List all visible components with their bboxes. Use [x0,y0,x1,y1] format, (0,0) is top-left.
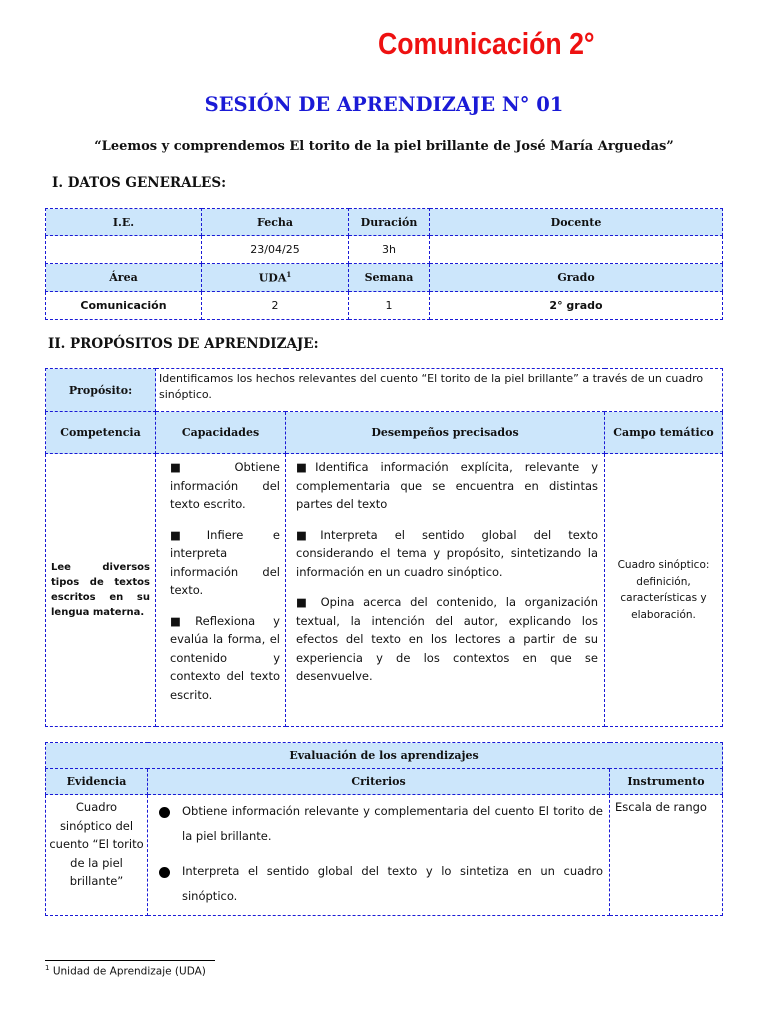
header-instrumento: Instrumento [610,769,723,795]
section-heading-general: I. DATOS GENERALES: [52,175,227,191]
purpose-label: Propósito: [46,369,156,412]
value-area: Comunicación [46,292,202,320]
bullet-icon [159,807,170,818]
value-grado: 2° grado [430,292,723,320]
desempeno-item: ■ Opina acerca del contenido, la organización textual, la intención del autor, explicando los efectos del texto en los lectores a partir de su experiencia y de los contextos en que se desenvuelve. [296,595,598,683]
header-semana: Semana [349,264,430,292]
desempeno-item: ■Interpreta el sentido global del texto considerando el tema y propósito, sintetizando la información en un cuadro sinóptico. [296,527,598,579]
value-semana: 1 [349,292,430,320]
value-docente [430,236,723,264]
competencia-text: Lee diversos tipos de textos escritos en su lengua materna. [46,454,156,727]
criterio-item [152,859,603,909]
header-uda [202,264,349,292]
capacidad-item: ■Obtiene información del texto escrito. [170,460,280,511]
header-evidencia: Evidencia [46,769,148,795]
session-title: SESIÓN DE APRENDIZAJE N° 01 [204,93,564,116]
header-grado: Grado [430,264,723,292]
value-ie [46,236,202,264]
criterios-cell [148,795,610,916]
campo-tematico-text: Cuadro sinóptico: definición, características y elaboración. [605,454,723,727]
general-data-table [45,208,723,320]
footnote-divider [45,960,215,961]
bullet-icon [159,867,170,878]
header-capacidades: Capacidades [156,412,286,454]
evidencia-text: Cuadro sinóptico del cuento “El torito de la piel brillante” [46,795,148,916]
capacidad-item: ■Infiere e interpreta información del texto. [170,527,280,597]
header-area: Área [46,264,202,292]
value-uda: 2 [202,292,349,320]
criterio-item [152,799,603,849]
section-heading-purposes: II. PROPÓSITOS DE APRENDIZAJE: [48,336,319,352]
desempenos-cell [286,454,605,727]
header-uda-label: UDA [258,271,287,285]
criterio-text: Obtiene información relevante y complementaria del cuento El torito de la piel brillante. [182,804,603,843]
instrumento-text: Escala de rango [610,795,723,916]
footnote-number: 1 [45,964,50,972]
capacidades-cell [156,454,286,727]
value-fecha: 23/04/25 [202,236,349,264]
session-subtitle: “Leemos y comprendemos El torito de la piel brillante de José María Arguedas” [94,139,674,154]
header-competencia: Competencia [46,412,156,454]
header-docente: Docente [430,209,723,236]
desempeno-item: ■Identifica información explícita, relevante y complementaria que se encuentra en distintas partes del texto [296,460,598,511]
value-duracion: 3h [349,236,430,264]
evaluation-table [45,742,723,916]
footnote-marker: 1 [286,270,292,280]
header-fecha: Fecha [202,209,349,236]
header-duracion: Duración [349,209,430,236]
footnote [45,964,206,978]
header-desempenos: Desempeños precisados [286,412,605,454]
footnote-text: Unidad de Aprendizaje (UDA) [52,965,206,978]
evaluation-title: Evaluación de los aprendizajes [46,743,723,769]
header-campo: Campo temático [605,412,723,454]
capacidad-item: ■Reflexiona y evalúa la forma, el contenido y contexto del texto escrito. [170,613,280,702]
header-criterios: Criterios [148,769,610,795]
criterio-text: Interpreta el sentido global del texto y lo sintetiza en un cuadro sinóptico. [182,864,603,903]
document-title: Comunicación 2° [378,26,595,61]
purpose-table [45,368,723,727]
header-ie: I.E. [46,209,202,236]
purpose-text: Identificamos los hechos relevantes del cuento “El torito de la piel brillante” a través de un cuadro sinóptico. [156,369,723,412]
